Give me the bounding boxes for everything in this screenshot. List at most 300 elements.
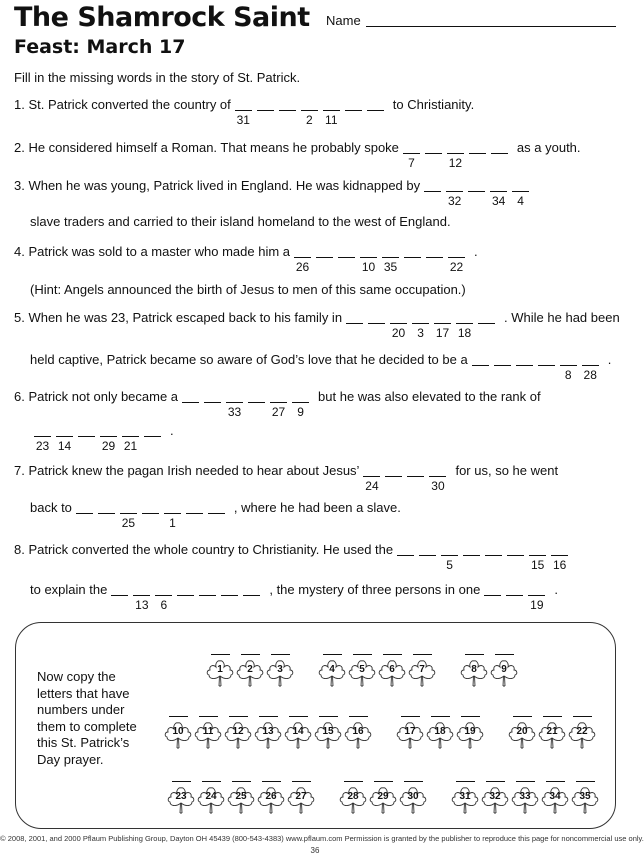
shamrock-number: 16 [352,726,364,737]
letter-blank[interactable] [34,423,51,453]
blank-line[interactable] [582,352,599,366]
blank-number: 9 [297,405,304,419]
blank-number: 3 [417,326,424,340]
shamrock-icon [540,785,570,815]
blank-number: 31 [236,113,250,127]
prayer-letter-blank[interactable] [172,781,191,782]
blank-line[interactable] [155,582,172,596]
blank-line[interactable] [528,582,545,596]
letter-blank[interactable] [122,423,139,453]
letter-blank[interactable] [338,244,355,274]
letter-blank[interactable] [182,389,199,419]
blank-line[interactable] [507,542,524,556]
letter-blank[interactable] [270,389,287,419]
blank-line[interactable] [512,178,529,192]
shamrock-word [166,781,316,815]
prayer-letter-blank[interactable] [349,716,368,717]
shamrock-cell [166,781,196,815]
prayer-letter-blank[interactable] [232,781,251,782]
letter-blank[interactable] [491,140,508,170]
blank-line[interactable] [111,582,128,596]
blank-number: 4 [517,194,524,208]
question-text: 4. Patrick was sold to a master who made him a [14,244,291,259]
shamrock-icon [377,658,407,688]
blank-line[interactable] [390,310,407,324]
shamrock-icon [343,720,373,750]
letter-blank[interactable] [226,389,243,419]
letter-blank[interactable] [56,423,73,453]
blank-line[interactable] [235,97,252,111]
page-number: 36 [310,846,320,855]
prayer-letter-blank[interactable] [289,716,308,717]
blank-line[interactable] [164,500,181,514]
shamrock-number: 7 [419,664,425,675]
blank-line[interactable] [346,310,363,324]
letter-blank[interactable] [512,178,529,208]
prayer-letter-blank[interactable] [465,654,484,655]
letter-blank[interactable] [368,310,385,340]
blank-line[interactable] [133,582,150,596]
shamrock-icon [450,785,480,815]
prayer-letter-blank[interactable] [516,781,535,782]
letter-blank[interactable] [490,178,507,208]
shamrock-cell [455,716,485,750]
letter-blank[interactable] [144,423,161,453]
letter-blank[interactable] [316,244,333,274]
shamrock-icon [567,720,597,750]
prayer-letter-blank[interactable] [413,654,432,655]
letter-blank[interactable] [484,582,501,612]
question-text: . [554,582,558,597]
blank-line[interactable] [448,244,465,258]
letter-blank[interactable] [469,140,486,170]
blank-line[interactable] [122,423,139,437]
letter-blank[interactable] [155,582,172,612]
letter-blank[interactable] [494,352,511,382]
letter-blank[interactable] [404,244,421,274]
blank-line[interactable] [491,140,508,154]
letter-blank[interactable] [133,582,150,612]
question-text: to explain the [30,582,108,597]
blank-line[interactable] [429,463,446,477]
shamrock-number: 21 [546,726,558,737]
blank-line[interactable] [403,140,420,154]
blank-line[interactable] [186,500,203,514]
shamrock-word [450,781,600,815]
blank-line[interactable] [208,500,225,514]
prayer-letter-blank[interactable] [401,716,420,717]
shamrock-number: 5 [359,664,365,675]
blank-line[interactable] [404,244,421,258]
letter-blank[interactable] [292,389,309,419]
prayer-letter-blank[interactable] [495,654,514,655]
shamrock-icon [480,785,510,815]
letter-blank[interactable] [472,352,489,382]
letter-blank[interactable] [463,542,480,572]
blank-line[interactable] [367,97,384,111]
blank-line[interactable] [279,97,296,111]
prayer-letter-blank[interactable] [353,654,372,655]
blank-line[interactable] [412,310,429,324]
shamrock-icon [265,658,295,688]
letter-blank[interactable] [382,244,399,274]
question-line [14,463,558,497]
letter-blank[interactable] [434,310,451,340]
blank-line[interactable] [538,352,555,366]
shamrock-icon [196,785,226,815]
blank-line[interactable] [506,582,523,596]
question-text: (Hint: Angels announced the birth of Jesus to men of this same occupation.) [30,282,466,297]
letter-blank[interactable] [363,463,380,493]
letter-blank[interactable] [367,97,384,127]
blank-number: 17 [435,326,450,340]
shamrock-number: 29 [377,791,389,802]
blank-line[interactable] [144,423,161,437]
blank-line[interactable] [142,500,159,514]
letter-blank[interactable] [506,582,523,612]
blank-line[interactable] [529,542,546,556]
answer-blanks [235,97,389,127]
blank-line[interactable] [419,542,436,556]
blank-line[interactable] [469,140,486,154]
blank-line[interactable] [363,463,380,477]
blank-line[interactable] [100,423,117,437]
blank-number: 28 [583,368,597,382]
prayer-letter-blank[interactable] [169,716,188,717]
blank-line[interactable] [382,244,399,258]
blank-line[interactable] [456,310,473,324]
letter-blank[interactable] [446,178,463,208]
feast-date: Feast: March 17 [14,36,186,58]
prayer-letter-blank[interactable] [202,781,221,782]
shamrock-icon [286,785,316,815]
letter-blank[interactable] [403,140,420,170]
blank-number: 34 [491,194,506,208]
letter-blank[interactable] [248,389,265,419]
letter-blank[interactable] [582,352,599,382]
blank-line[interactable] [360,244,377,258]
shamrock-icon [163,720,193,750]
letter-blank[interactable] [221,582,238,612]
blank-line[interactable] [226,389,243,403]
letter-blank[interactable] [419,542,436,572]
prayer-letter-blank[interactable] [543,716,562,717]
shamrock-word [507,716,597,750]
shamrock-word [317,654,437,688]
letter-blank[interactable] [424,178,441,208]
shamrock-icon [313,720,343,750]
blank-line[interactable] [551,542,568,556]
question-line [14,244,478,278]
page-title: The Shamrock Saint [14,2,310,33]
letter-blank[interactable] [208,500,225,530]
letter-blank[interactable] [538,352,555,382]
blank-line[interactable] [516,352,533,366]
blank-line[interactable] [484,582,501,596]
blank-line[interactable] [338,244,355,258]
letter-blank[interactable] [164,500,181,530]
question-line [30,214,451,248]
shamrock-cell [540,781,570,815]
shamrock-number: 11 [202,726,214,737]
letter-blank[interactable] [528,582,545,612]
letter-blank[interactable] [120,500,137,530]
prayer-letter-blank[interactable] [241,654,260,655]
blank-line[interactable] [248,389,265,403]
letter-blank[interactable] [345,97,362,127]
shamrock-icon [226,785,256,815]
letter-blank[interactable] [235,97,252,127]
name-label: Name [326,13,361,28]
letter-blank[interactable] [294,244,311,274]
letter-blank[interactable] [426,244,443,274]
blank-line[interactable] [468,178,485,192]
shamrock-cell [567,716,597,750]
prayer-letter-blank[interactable] [431,716,450,717]
blank-line[interactable] [76,500,93,514]
letter-blank[interactable] [204,389,221,419]
letter-blank[interactable] [98,500,115,530]
prayer-letter-blank[interactable] [292,781,311,782]
prayer-letter-blank[interactable] [323,654,342,655]
blank-line[interactable] [425,140,442,154]
letter-blank[interactable] [441,542,458,572]
shamrock-cell [507,716,537,750]
letter-blank[interactable] [412,310,429,340]
shamrock-icon [425,720,455,750]
question-text: held captive, Patrick became so aware of God’s love that he decided to be a [30,352,468,367]
question-line [14,389,541,423]
blank-number: 8 [564,368,572,382]
blank-line[interactable] [199,582,216,596]
prayer-letter-blank[interactable] [319,716,338,717]
question-text: 8. Patrick converted the whole country to Christianity. He used the [14,542,394,557]
blank-line[interactable] [385,463,402,477]
letter-blank[interactable] [78,423,95,453]
blank-line[interactable] [434,310,451,324]
answer-blanks [484,582,550,612]
question-line [14,310,620,344]
answer-blanks [472,352,604,382]
shamrock-number: 30 [407,791,419,802]
blank-number: 33 [227,405,242,419]
blank-line[interactable] [485,542,502,556]
answer-blanks [346,310,500,340]
blank-line[interactable] [490,178,507,192]
blank-line[interactable] [426,244,443,258]
answer-blanks [403,140,513,170]
letter-blank[interactable] [456,310,473,340]
letter-blank[interactable] [468,178,485,208]
letter-blank[interactable] [186,500,203,530]
shamrock-number: 31 [459,791,471,802]
blank-line[interactable] [560,352,577,366]
blank-line[interactable] [472,352,489,366]
letter-blank[interactable] [243,582,260,612]
blank-number: 19 [530,598,544,612]
prayer-letter-blank[interactable] [461,716,480,717]
blank-line[interactable] [441,542,458,556]
blank-line[interactable] [243,582,260,596]
letter-blank[interactable] [478,310,495,340]
letter-blank[interactable] [516,352,533,382]
blank-line[interactable] [478,310,495,324]
shamrock-number: 9 [501,664,507,675]
letter-blank[interactable] [111,582,128,612]
blank-number: 13 [135,598,149,612]
blank-line[interactable] [316,244,333,258]
answer-blanks [363,463,451,493]
blank-number: 5 [446,558,453,572]
blank-line[interactable] [78,423,95,437]
blank-line[interactable] [56,423,73,437]
letter-blank[interactable] [76,500,93,530]
prayer-letter-blank[interactable] [262,781,281,782]
shamrock-icon [283,720,313,750]
shamrock-number: 23 [175,791,187,802]
letter-blank[interactable] [177,582,194,612]
shamrock-icon [368,785,398,815]
blank-line[interactable] [182,389,199,403]
shamrock-cell [235,654,265,688]
letter-blank[interactable] [485,542,502,572]
letter-blank[interactable] [448,244,465,274]
letter-blank[interactable] [142,500,159,530]
shamrock-cell [193,716,223,750]
letter-blank[interactable] [529,542,546,572]
question-line [14,542,577,576]
blank-line[interactable] [257,97,274,111]
shamrock-cell [205,654,235,688]
blank-number: 30 [431,479,445,493]
blank-line[interactable] [120,500,137,514]
shamrock-word [205,654,295,688]
letter-blank[interactable] [301,97,318,127]
blank-line[interactable] [494,352,511,366]
prayer-letter-blank[interactable] [344,781,363,782]
shamrock-cell [570,781,600,815]
blank-line[interactable] [407,463,424,477]
shamrock-number: 14 [292,726,304,737]
shamrock-icon [507,720,537,750]
prayer-instructions: Now copy the letters that have numbers under them to complete this St. Patrick’s Day prayer. [37,669,137,767]
prayer-letter-blank[interactable] [404,781,423,782]
letter-blank[interactable] [279,97,296,127]
blank-line[interactable] [424,178,441,192]
shamrock-cell [459,654,489,688]
letter-blank[interactable] [199,582,216,612]
prayer-letter-blank[interactable] [199,716,218,717]
blank-line[interactable] [446,178,463,192]
blank-number: 14 [57,439,72,453]
blank-number: 26 [295,260,310,274]
letter-blank[interactable] [385,463,402,493]
shamrock-icon [317,658,347,688]
question-text: , where he had been a slave. [233,500,401,515]
prayer-letter-blank[interactable] [546,781,565,782]
question-text: to Christianity. [392,97,475,112]
blank-line[interactable] [301,97,318,111]
shamrock-cell [377,654,407,688]
blank-line[interactable] [204,389,221,403]
letter-blank[interactable] [425,140,442,170]
shamrock-cell [226,781,256,815]
letter-blank[interactable] [447,140,464,170]
blank-line[interactable] [98,500,115,514]
prayer-letter-blank[interactable] [271,654,290,655]
letter-blank[interactable] [390,310,407,340]
instructions: Fill in the missing words in the story of St. Patrick. [14,70,301,85]
shamrock-number: 12 [232,726,244,737]
letter-blank[interactable] [507,542,524,572]
shamrock-cell [313,716,343,750]
letter-blank[interactable] [551,542,568,572]
prayer-letter-blank[interactable] [211,654,230,655]
letter-blank[interactable] [323,97,340,127]
letter-blank[interactable] [257,97,274,127]
shamrock-number: 4 [329,664,335,675]
letter-blank[interactable] [346,310,363,340]
letter-blank[interactable] [100,423,117,453]
letter-blank[interactable] [360,244,377,274]
prayer-letter-blank[interactable] [573,716,592,717]
shamrock-cell [398,781,428,815]
blank-line[interactable] [345,97,362,111]
shamrock-cell [265,654,295,688]
shamrock-number: 35 [579,791,591,802]
answer-blanks [34,423,166,453]
letter-blank[interactable] [397,542,414,572]
question-text: . While he had been [504,310,620,325]
name-field[interactable] [366,26,616,27]
blank-number: 20 [391,326,406,340]
prayer-letter-blank[interactable] [259,716,278,717]
blank-line[interactable] [447,140,464,154]
prayer-letter-blank[interactable] [486,781,505,782]
letter-blank[interactable] [407,463,424,493]
prayer-letter-blank[interactable] [513,716,532,717]
shamrock-number: 26 [265,791,277,802]
shamrock-icon [256,785,286,815]
blank-line[interactable] [177,582,194,596]
shamrock-number: 19 [464,726,476,737]
blank-line[interactable] [270,389,287,403]
prayer-letter-blank[interactable] [383,654,402,655]
prayer-letter-blank[interactable] [576,781,595,782]
blank-line[interactable] [397,542,414,556]
blank-line[interactable] [292,389,309,403]
question-line [30,423,174,457]
prayer-letter-blank[interactable] [374,781,393,782]
prayer-letter-blank[interactable] [456,781,475,782]
shamrock-number: 20 [516,726,528,737]
shamrock-cell [450,781,480,815]
shamrock-icon [459,658,489,688]
blank-line[interactable] [221,582,238,596]
blank-line[interactable] [463,542,480,556]
letter-blank[interactable] [560,352,577,382]
blank-line[interactable] [294,244,311,258]
blank-line[interactable] [323,97,340,111]
prayer-letter-blank[interactable] [229,716,248,717]
shamrock-icon [570,785,600,815]
blank-number: 1 [169,516,176,530]
blank-number: 35 [383,260,398,274]
blank-line[interactable] [368,310,385,324]
shamrock-icon [235,658,265,688]
blank-line[interactable] [34,423,51,437]
letter-blank[interactable] [429,463,446,493]
